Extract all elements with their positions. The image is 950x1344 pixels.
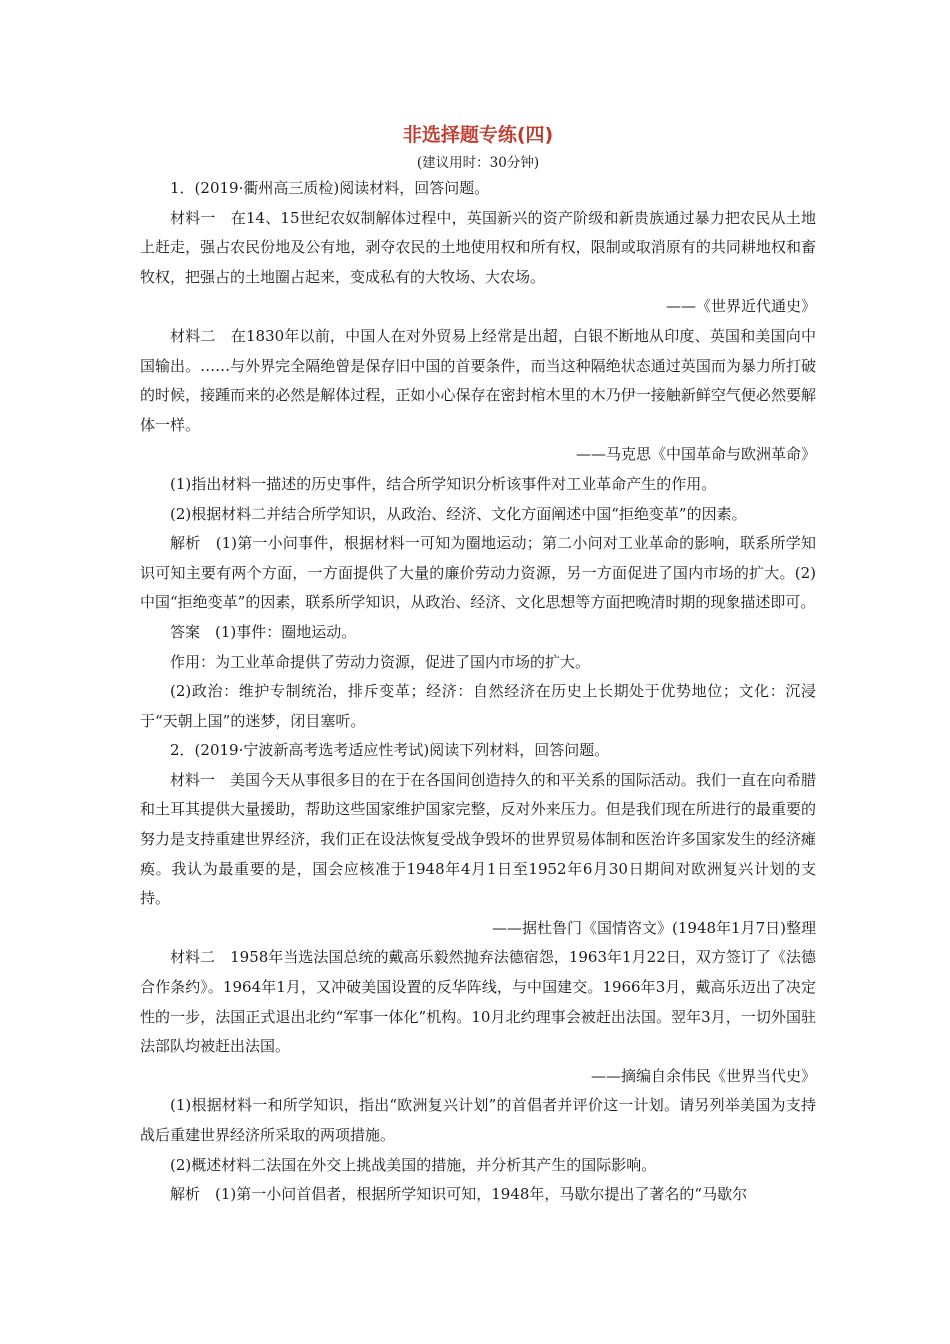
paragraph: 材料一 美国今天从事很多目的在于在各国间创造持久的和平关系的国际活动。我们一直在向希腊和土耳其提供大量援助，帮助这些国家维护国家完整，反对外来压力。但是我们现在所进行的最重要的努力是支持重建世界经济，我们正在设法恢复受战争毁坏的世界贸易体制和医治许多国家发生的经济瘫痪。我认为最重要的是，国会应核准于1948年4月1日至1952年6月30日期间对欧洲复兴计划的支持。: [140, 770, 816, 908]
source-citation: ——摘编自余伟民《世界当代史》: [590, 1066, 816, 1085]
paragraph: 答案 (1)事件：圈地运动。: [170, 622, 357, 641]
paragraph: 解析 (1)第一小问事件，根据材料一可知为圈地运动；第二小问对工业革命的影响，联系所学知识可知主要有两个方面，一方面提供了大量的廉价劳动力资源，另一方面促进了国内市场的扩大。(2)中国“拒绝变革”的因素，联系所学知识，从政治、经济、文化思想等方面把晚清时期的现象描述即可。: [140, 534, 816, 612]
paragraph: 2．(2019·宁波新高考选考适应性考试)阅读下列材料，回答问题。: [170, 741, 610, 760]
page-title: 非选择题专练(四): [402, 124, 554, 146]
paragraph: 解析 (1)第一小问首倡者，根据所学知识可知，1948年，马歇尔提出了著名的“马歇尔: [170, 1185, 748, 1204]
document-page: [140, 118, 816, 1210]
paragraph: 材料二 在1830年以前，中国人在对外贸易上经常是出超，白银不断地从印度、英国和美国向中国输出。……与外界完全隔绝曾是保存旧中国的首要条件，而当这种隔绝状态通过英国而为暴力所打破的时候，接踵而来的必然是解体过程，正如小心保存在密封棺木里的木乃伊一接触新鲜空气便必然要解体一样。: [140, 326, 816, 434]
paragraph: (1)根据材料一和所学知识，指出“欧洲复兴计划”的首倡者并评价这一计划。请另列举美国为支持战后重建世界经济所采取的两项措施。: [140, 1096, 816, 1144]
paragraph: (2)概述材料二法国在外交上挑战美国的措施，并分析其产生的国际影响。: [170, 1155, 657, 1174]
paragraph: 作用：为工业革命提供了劳动力资源，促进了国内市场的扩大。: [170, 652, 591, 671]
source-citation: ——《世界近代通史》: [665, 297, 816, 316]
suggested-time: (建议用时：30分钟): [416, 155, 540, 171]
paragraph: (1)指出材料一描述的历史事件，结合所学知识分析该事件对工业革命产生的作用。: [170, 474, 717, 493]
source-citation: ——据杜鲁门《国情咨文》(1948年1月7日)整理: [492, 918, 816, 937]
paragraph: 材料二 1958年当选法国总统的戴高乐毅然抛弃法德宿怨，1963年1月22日，双方签订了《法德合作条约》。1964年1月，又冲破美国设置的反华阵线，与中国建交。1966年3月，戴高乐迈出了决定性的一步，法国正式退出北约“军事一体化”机构。10月北约理事会被赶出法国。翌年3月，一切外国驻法部队均被赶出法国。: [140, 948, 816, 1056]
document-body: [140, 174, 816, 1210]
paragraph: 材料一 在14、15世纪农奴制解体过程中，英国新兴的资产阶级和新贵族通过暴力把农民从土地上赶走，强占农民份地及公有地，剥夺农民的土地使用权和所有权，限制或取消原有的共同耕地权和畜牧权，把强占的土地圈占起来，变成私有的大牧场、大农场。: [140, 208, 816, 286]
source-citation: ——马克思《中国革命与欧洲革命》: [575, 445, 816, 464]
paragraph: (2)政治：维护专制统治，排斥变革；经济：自然经济在历史上长期处于优势地位；文化：沉浸于“天朝上国”的迷梦，闭目塞听。: [140, 682, 816, 730]
paragraph: (2)根据材料二并结合所学知识，从政治、经济、文化方面阐述中国“拒绝变革”的因素。: [170, 504, 747, 523]
paragraph: 1．(2019·衢州高三质检)阅读材料，回答问题。: [170, 179, 490, 197]
